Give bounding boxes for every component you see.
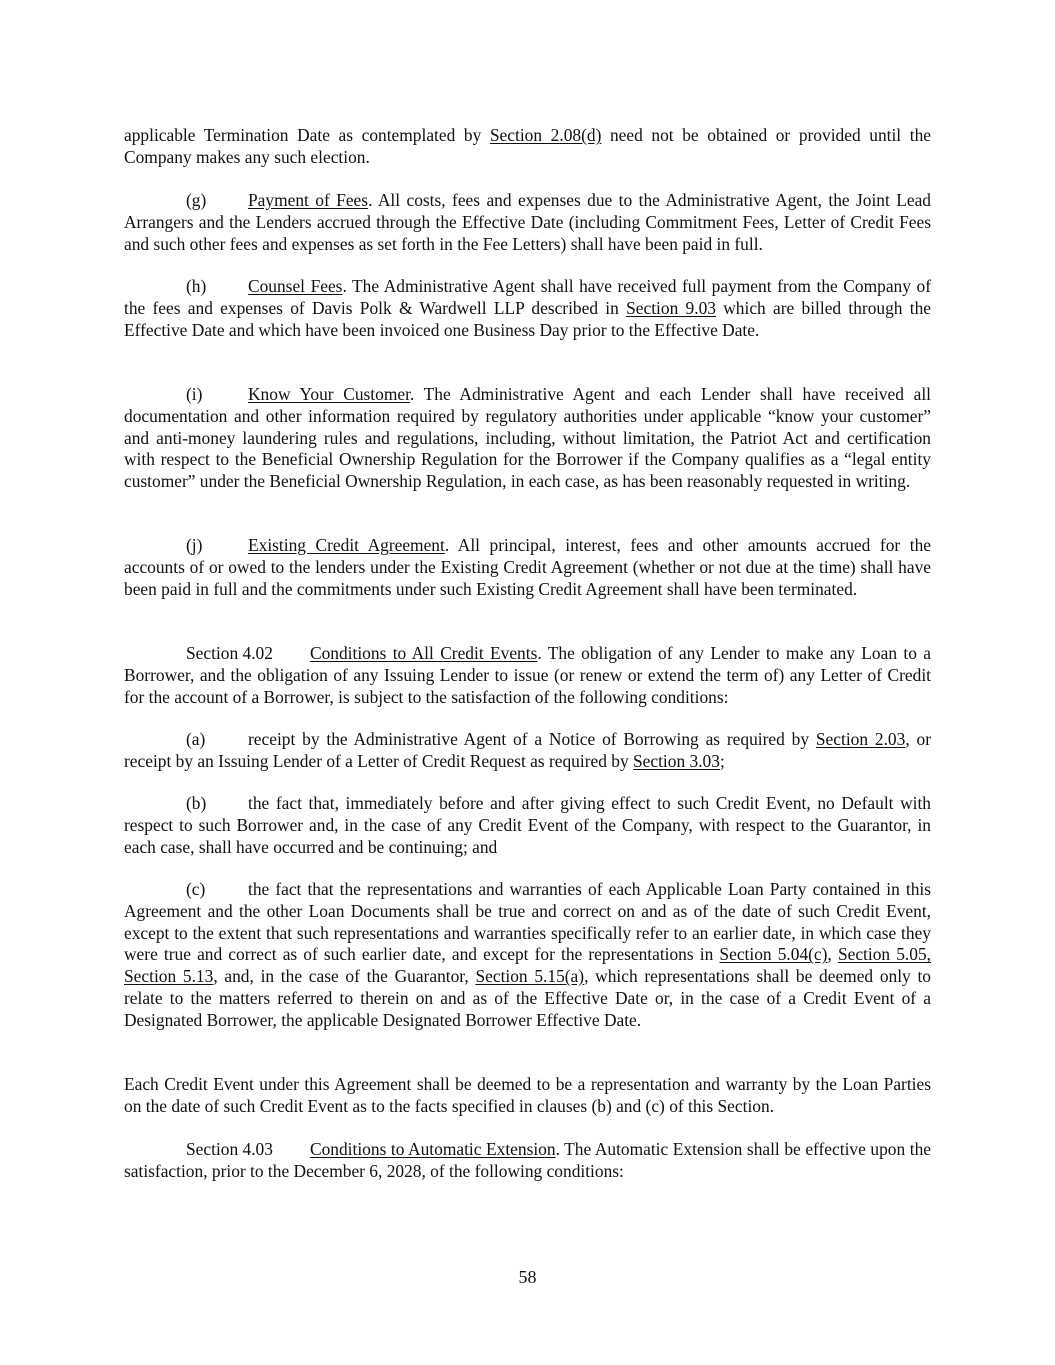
clause-label: (j) [186, 535, 203, 555]
clause-text: ; [719, 750, 725, 771]
section-reference-link[interactable]: Section 2.03 [815, 729, 906, 749]
clause-text: the fact that, immediately before and after giving effect to such Credit Event, no Default with respect to such Borrower and, in the case of any Credit Event of the Company, with respect to the Guarantor, in each case, shall have occurred and be continuing; and [124, 793, 931, 857]
section-reference-link[interactable]: Section 5.15(a) [475, 966, 585, 987]
clause-g [124, 190, 931, 255]
section-4-02 [124, 643, 931, 708]
clause-text: the fact that the representations and warranties of each Applicable Loan Party contained in this Agreement and the other Loan Documents shall be true and correct on and as of the date of such Credit Event, except to the extent that such representations and warranties specifically refer to an earlier date, in which case they were true and correct as of such earlier date, and except for the representations in [124, 879, 931, 965]
clause-text: , and, in the case of the Guarantor, [213, 966, 476, 987]
clause-text: . The Administrative Agent and each Lender shall have received all documentation and other information required by regulatory authorities under applicable “know your customer” and anti-money laundering rules and regulations, including, without limitation, the Patriot Act and certification with respect to the Beneficial Ownership Regulation for the Borrower if the Company qualifies as a “legal entity customer” under the Beneficial Ownership Regulation, in each case, as has been reasonably requested in writing. [124, 384, 931, 492]
clause-text: , or receipt by an Issuing Lender of a Letter of Credit Request as required by [124, 729, 931, 771]
clause-label: (h) [186, 276, 207, 296]
page-number: 58 [518, 1267, 537, 1287]
section-reference-link[interactable]: Section 5.13 [124, 966, 214, 987]
clause-title: Payment of Fees [248, 190, 369, 210]
section-label: Section 4.03 [186, 1139, 273, 1159]
clause-j [124, 535, 931, 600]
clause-i [124, 384, 931, 493]
clause-text: which are billed through the Effective Date and which have been invoiced one Business Day prior to the Effective Date. [124, 297, 931, 340]
clause-text: receipt by the Administrative Agent of a Notice of Borrowing as required by [248, 729, 816, 749]
clause-title: Know Your Customer [248, 384, 410, 404]
clause-label: (b) [186, 793, 207, 813]
clause-label: (c) [186, 879, 206, 899]
section-label: Section 4.02 [186, 643, 273, 663]
clause-b [124, 793, 931, 858]
clause-a [124, 729, 931, 773]
clause-text: . The Administrative Agent shall have received full payment from the Company of the fees and expenses of Davis Polk & Wardwell LLP described in [124, 276, 931, 318]
section-reference-link[interactable]: Section 3.03 [632, 750, 720, 771]
clause-title: Counsel Fees [248, 276, 343, 296]
section-text: . The Automatic Extension shall be effective upon the satisfaction, prior to the December 6, 2028, of the following conditions: [124, 1139, 931, 1181]
section-4-03 [124, 1139, 931, 1183]
clause-text: , which representations shall be deemed only to relate to the matters referred to therein on and as of the Effective Date or, in the case of a Credit Event of a Designated Borrower, the applicable Designated Borrower Effective Date. [124, 966, 931, 1030]
clause-text: , [827, 944, 838, 965]
section-reference-link[interactable]: Section 5.05, [837, 944, 932, 965]
section-reference-link[interactable]: Section 9.03 [626, 297, 716, 318]
section-reference-link[interactable]: Section 5.04(c) [719, 944, 828, 965]
clause-label: (a) [186, 729, 206, 749]
paragraph-text: need not be obtained or provided until the Company makes any such election. [124, 125, 931, 167]
paragraph-text: Each Credit Event under this Agreement shall be deemed to be a representation and warranty by the Loan Parties on the date of such Credit Event as to the facts specified in clauses (b) and (c) of this Section. [124, 1074, 931, 1116]
paragraph-each-credit-event [124, 1074, 931, 1118]
section-title: Conditions to Automatic Extension [310, 1139, 556, 1159]
clause-label: (i) [186, 384, 203, 404]
section-reference-link[interactable]: Section 2.08(d) [489, 125, 602, 145]
clause-label: (g) [186, 190, 207, 210]
paragraph-continuation [124, 125, 931, 169]
paragraph-text: applicable Termination Date as contemplated by [124, 125, 490, 145]
clause-text: . All principal, interest, fees and other amounts accrued for the accounts of or owed to the lenders under the Existing Credit Agreement (whether or not due at the time) shall have been paid in full and the commitments under such Existing Credit Agreement shall have been terminated. [124, 535, 931, 599]
section-text: . The obligation of any Lender to make any Loan to a Borrower, and the obligation of any Issuing Lender to issue (or renew or extend the term of) any Letter of Credit for the account of a Borrower, is subject to the satisfaction of the following conditions: [124, 643, 931, 707]
clause-c [124, 879, 931, 1032]
clause-title: Existing Credit Agreement [248, 535, 445, 555]
clause-text: . All costs, fees and expenses due to the Administrative Agent, the Joint Lead Arrangers and the Lenders accrued through the Effective Date (including Commitment Fees, Letter of Credit Fees and such other fees and expenses as set forth in the Fee Letters) shall have been paid in full. [124, 190, 932, 254]
clause-h [124, 276, 931, 341]
section-title: Conditions to All Credit Events [310, 643, 538, 663]
